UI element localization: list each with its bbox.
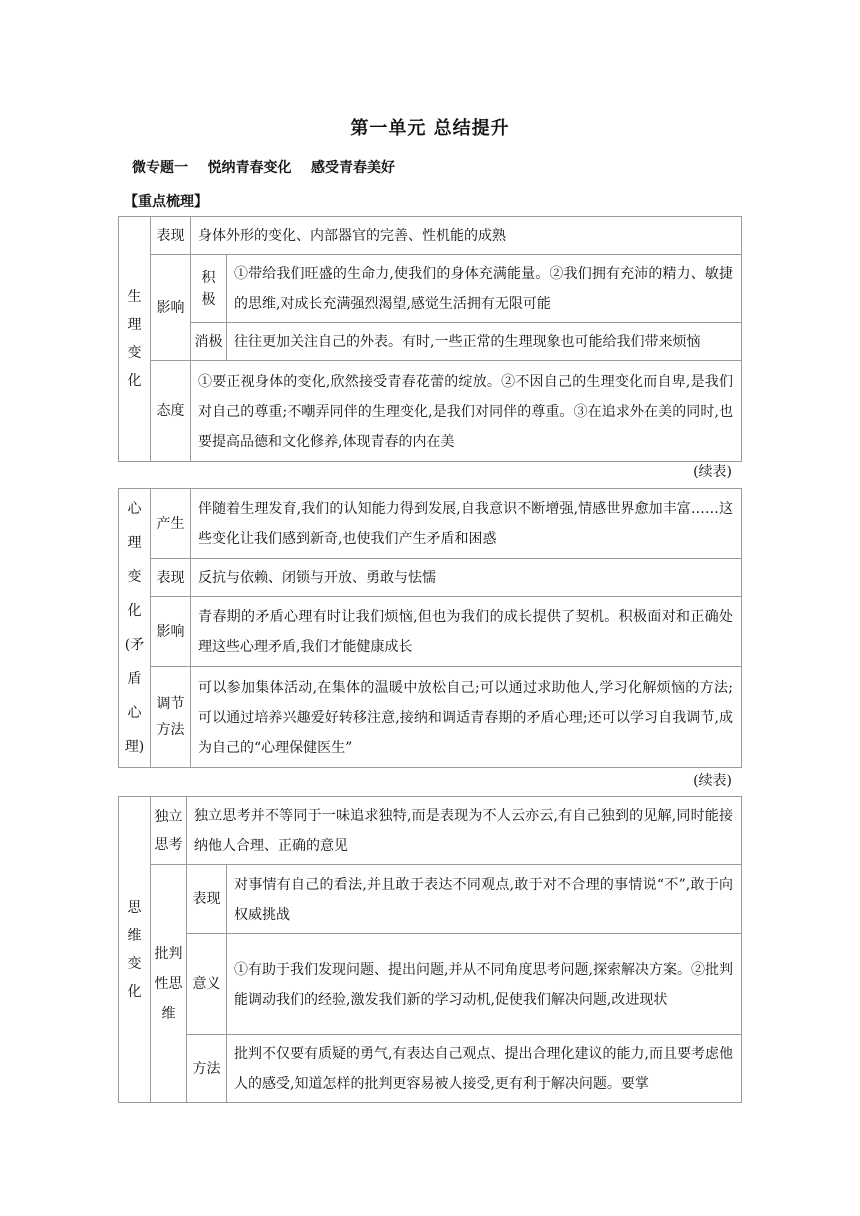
row-text: 可以参加集体活动,在集体的温暖中放松自己;可以通过求助他人,学习化解烦恼的方法;可以通过培养兴趣爱好转移注意,接纳和调适青春期的矛盾心理;还可以学习自我调节,成为自己的“心理保健医生”: [191, 667, 742, 768]
row-text: ①要正视身体的变化,欣然接受青春花蕾的绽放。②不因自己的生理变化而自卑,是我们对自己的尊重;不嘲弄同伴的生理变化,是我们对同伴的尊重。③在追求外在美的同时,也要提高品德和文化修养,体现青春的内在美: [191, 361, 742, 462]
row-text: 对事情有自己的看法,并且敢于表达不同观点,敢于对不合理的事情说“不”,敢于向权威挑战: [227, 865, 742, 934]
sub-label: 方法: [187, 1035, 227, 1103]
row-text: 批判不仅要有质疑的勇气,有表达自己观点、提出合理化建议的能力,而且要考虑他人的感受,知道怎样的批判更容易被人接受,更有利于解决问题。要掌: [227, 1035, 742, 1103]
row-label: 批判 性思 维: [151, 865, 187, 1103]
row-text: 往往更加关注自己的外表。有时,一些正常的生理现象也可能给我们带来烦恼: [227, 323, 742, 361]
sub-label: 表现: [187, 865, 227, 934]
page-title: 第一单元 总结提升: [350, 118, 510, 139]
row-text: ①有助于我们发现问题、提出问题,并从不同角度思考问题,探索解决方案。②批判能调动我们的经验,激发我们新的学习动机,促使我们解决问题,改进现状: [227, 934, 742, 1035]
category-cell: 心理 变化 (矛 盾 心 理): [119, 489, 151, 768]
row-text: ①带给我们旺盛的生命力,使我们的身体充满能量。②我们拥有充沛的精力、敏捷的思维,对成长充满强烈渴望,感觉生活拥有无限可能: [227, 255, 742, 323]
row-label: 独立 思考: [151, 797, 187, 865]
row-text: 伴随着生理发育,我们的认知能力得到发展,自我意识不断增强,情感世界愈加丰富……这些变化让我们感到新奇,也使我们产生矛盾和困惑: [191, 489, 742, 559]
continued-label: (续表): [693, 464, 732, 480]
row-text: 身体外形的变化、内部器官的完善、性机能的成熟: [191, 217, 742, 255]
physiological-change-table: [118, 216, 742, 462]
row-text: 独立思考并不等同于一味追求独特,而是表现为不人云亦云,有自己独到的见解,同时能接纳他人合理、正确的意见: [187, 797, 742, 865]
row-label: 表现: [151, 217, 191, 255]
sub-label: 积 极: [191, 255, 227, 323]
row-label: 产生: [151, 489, 191, 559]
row-label: 态度: [151, 361, 191, 462]
row-label: 表现: [151, 559, 191, 597]
thinking-change-table: [118, 796, 742, 1103]
category-cell: 思维 变化: [119, 797, 151, 1103]
sub-label: 消极: [191, 323, 227, 361]
category-cell: 生理 变化: [119, 217, 151, 462]
row-text: 反抗与依赖、闭锁与开放、勇敢与怯懦: [191, 559, 742, 597]
section-label: 【重点梳理】: [124, 194, 208, 210]
psychological-change-table: [118, 488, 742, 768]
row-label: 影响: [151, 255, 191, 361]
topic-subtitle: 微专题一 悦纳青春变化 感受青春美好: [132, 160, 395, 176]
row-label: 影响: [151, 597, 191, 667]
row-text: 青春期的矛盾心理有时让我们烦恼,但也为我们的成长提供了契机。积极面对和正确处理这些心理矛盾,我们才能健康成长: [191, 597, 742, 667]
sub-label: 意义: [187, 934, 227, 1035]
row-label: 调节 方法: [151, 667, 191, 768]
continued-label: (续表): [693, 773, 732, 789]
